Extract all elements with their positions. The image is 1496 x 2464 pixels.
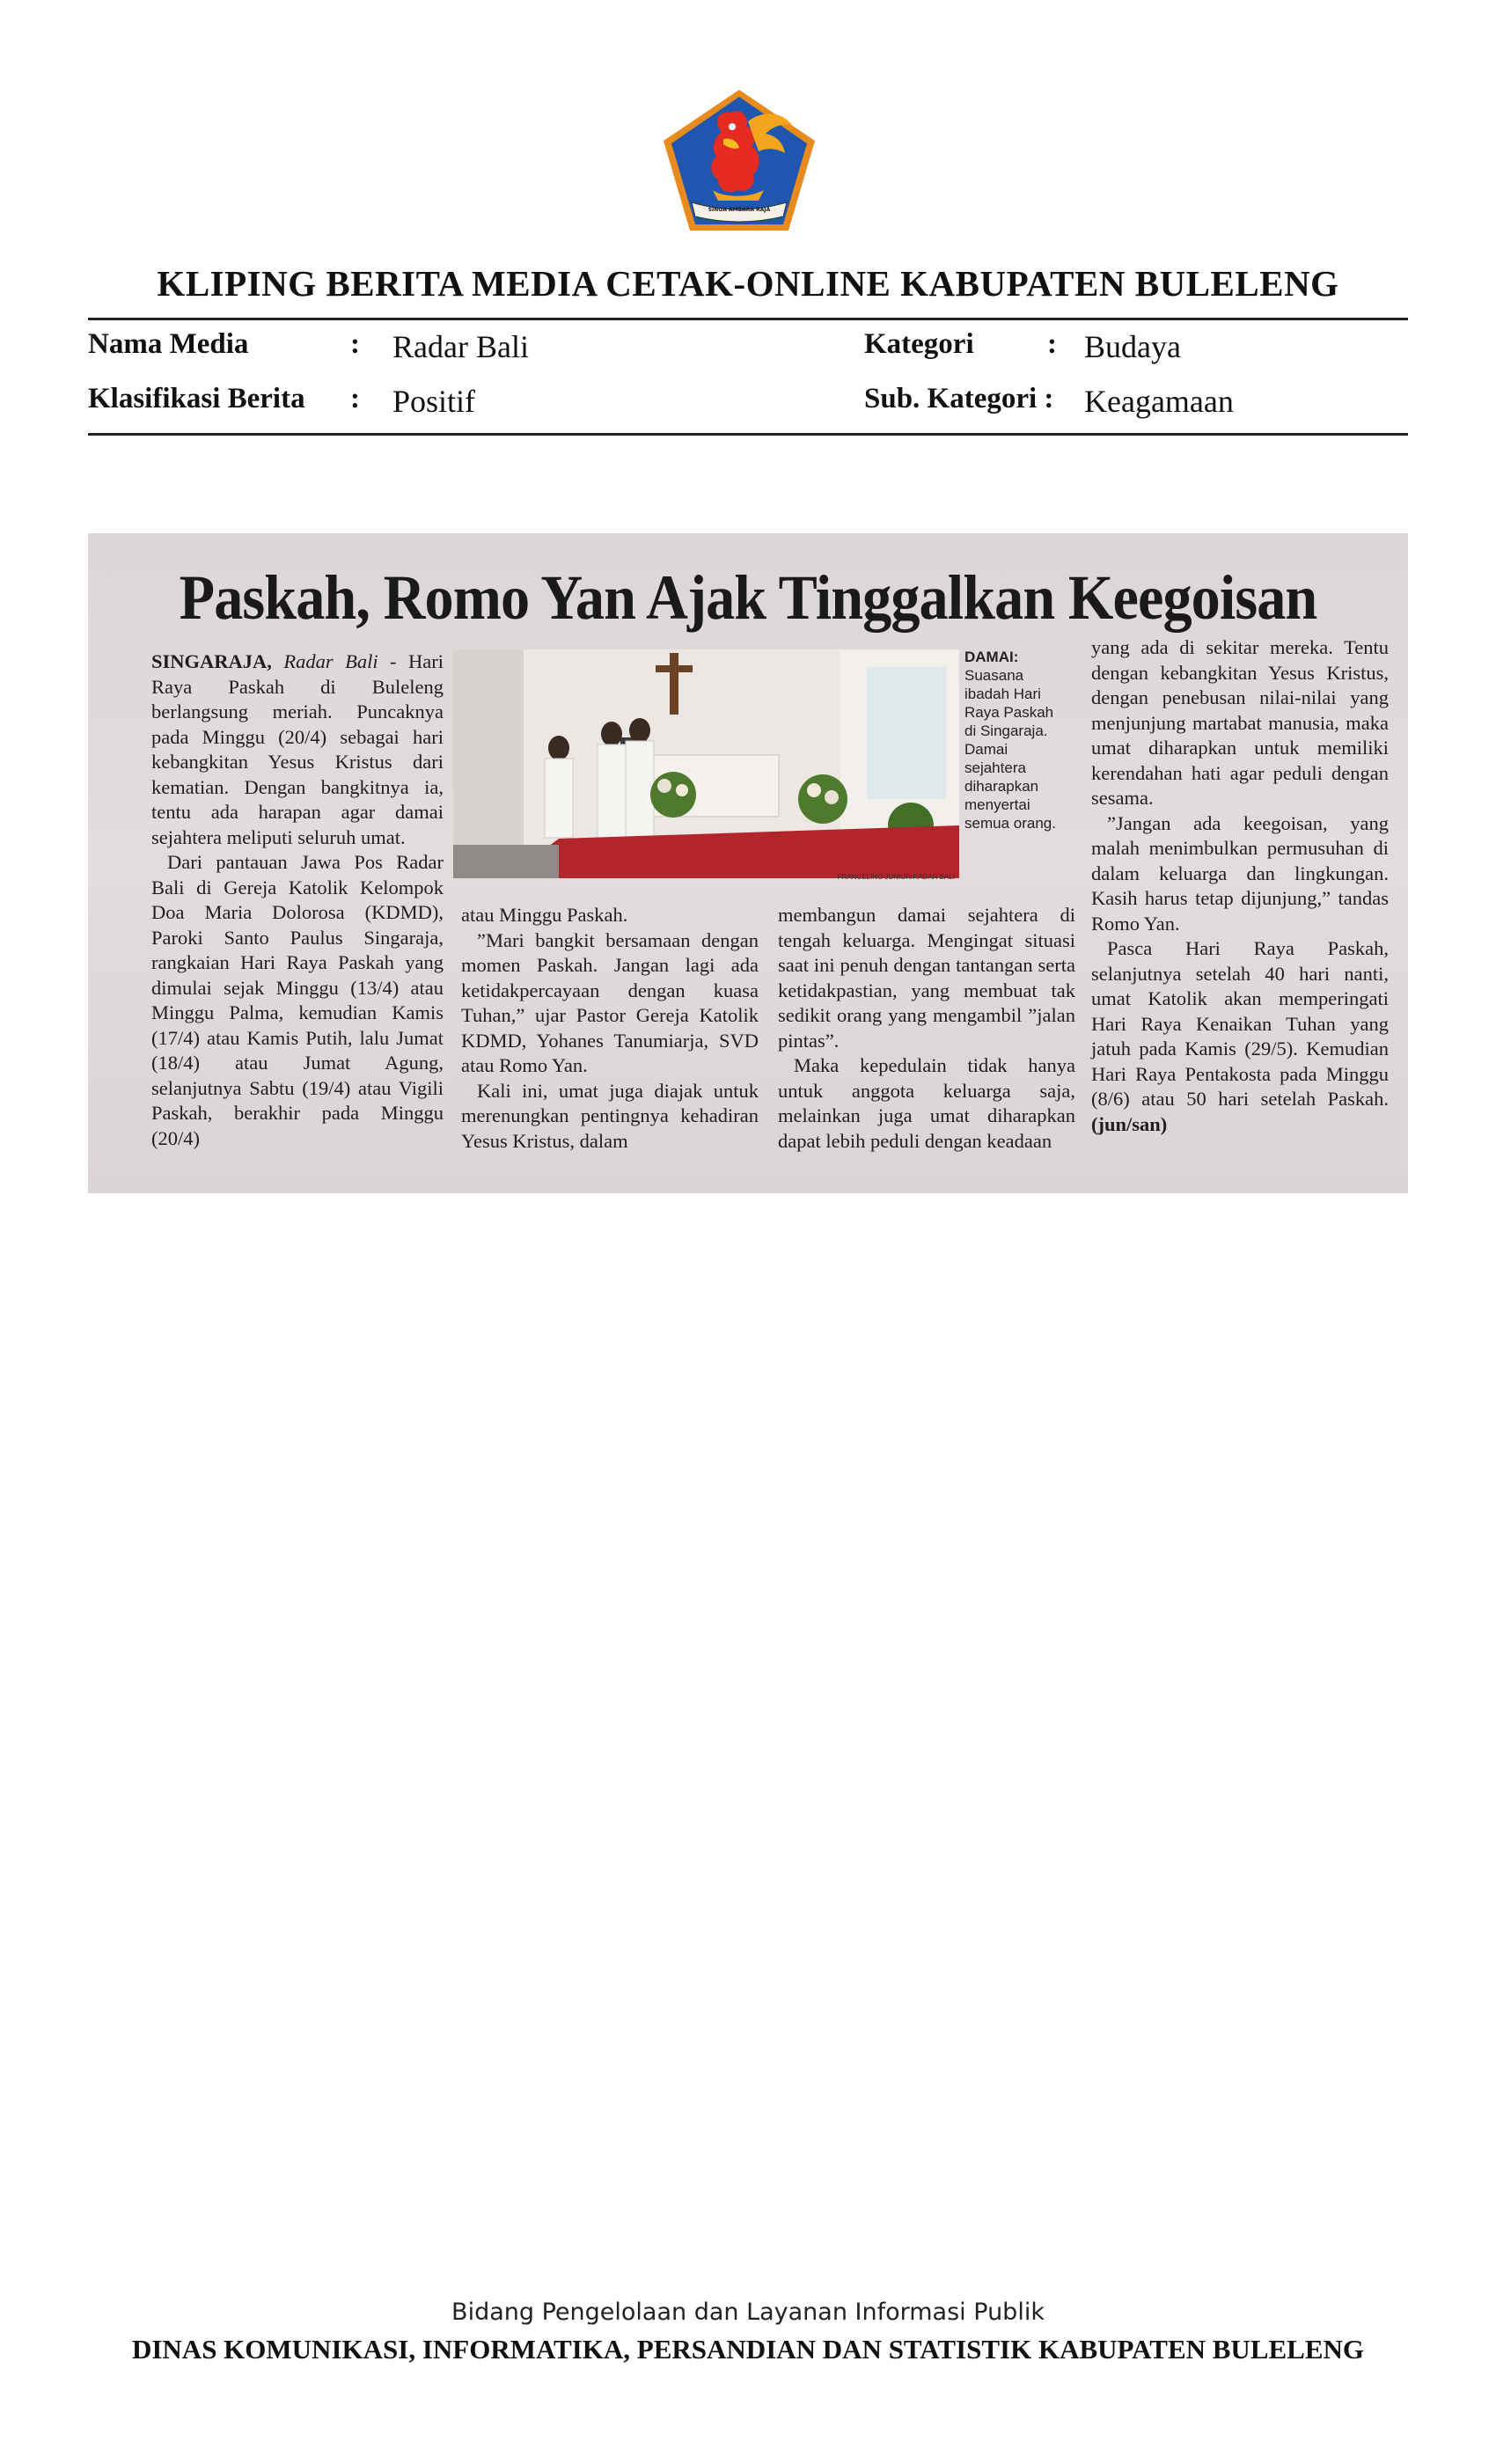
media-value: Radar Bali [392,329,529,364]
footer-agency: DINAS KOMUNIKASI, INFORMATIKA, PERSANDIAN DAN STATISTIK KABUPATEN BULELENG [131,2334,1365,2365]
media-label: Nama Media [88,328,249,360]
category-colon: : [1047,328,1057,360]
column-4-paragraph-3-text: Pasca Hari Raya Paskah, selanjutnya setelah 40 hari nanti, umat Katolik akan memperingati Hari Raya Kenaikan Tuhan yang jatuh pada Kamis (29/5). Kemudian Hari Raya Pentakosta pada Minggu (8/6) atau 50 hari setelah Paskah. [1091,937,1389,1110]
column-1-paragraph-1 [151,649,444,850]
article-column-3 [778,903,1075,1154]
subcategory-value: Keagamaan [1084,384,1234,419]
caption-lead: DAMAI: [964,649,1019,665]
category-label: Kategori [864,328,974,360]
photo-credit: FRANCELINO JUNIOR/RADAR BALI [837,873,955,881]
caption-text: Suasana ibadah Hari Raya Paskah di Singaraja. Damai sejahtera diharapkan menyertai semua orang. [964,667,1056,832]
column-1-paragraph-2: Dari pantauan Jawa Pos Radar Bali di Gereja Katolik Kelompok Doa Maria Dolorosa (KDMD), Paroki Santo Paulus Singaraja, rangkaian Hari Raya Paskah yang dimulai sejak Minggu (13/4) atau Minggu Palma, kemudian Kamis (17/4) atau Kamis Putih, lalu Jumat (18/4) atau Jumat Agung, selanjutnya Sabtu (19/4) atau Vigili Paskah, berakhir pada Minggu (20/4) [151,851,444,1149]
article-headline: Paskah, Romo Yan Ajak Tinggalkan Keegoisan [179,562,1317,633]
photo-caption [964,648,1061,832]
classification-label: Klasifikasi Berita [88,383,305,414]
category-value: Budaya [1084,329,1181,364]
article-column-2 [461,903,759,1154]
newspaper-clipping [88,533,1408,1193]
column-3-paragraph-2: Maka kepedulain tidak hanya untuk anggota keluarga saja, melainkan juga umat diharapkan dapat lebih peduli dengan keadaan [778,1054,1075,1152]
column-3-paragraph-1: membangun damai sejahtera di tengah keluarga. Mengingat situasi saat ini penuh dengan tantangan serta ketidakpastian, yang membuat tak sedikit orang yang mengambil ”jalan pintas”. [778,904,1075,1052]
logo-banner-text: SINGA AMBARA RAJA [708,207,771,213]
dateline: SINGARAJA, [151,650,272,672]
column-1-paragraph-1-text: - Hari Raya Paskah di Buleleng berlangsung meriah. Puncaknya pada Minggu (20/4) sebagai hari kebangkitan Yesus Kristus dari kematian. Dengan bangkitnya ia, tentu ada harapan agar damai sejahtera meliputi seluruh umat. [151,650,444,848]
column-4-paragraph-2: ”Jangan ada keegoisan, yang malah menimbulkan permusuhan di dalam keluarga dan lingkungan. Kasih harus tetap dijunjung,” tandas Romo Yan. [1091,811,1389,935]
header-top-rule [88,318,1408,320]
column-2-paragraph-1: atau Minggu Paskah. [461,904,628,926]
article-column-4 [1091,635,1389,1137]
classification-value: Positif [392,384,476,419]
column-2-paragraph-2: ”Mari bangkit bersamaan dengan momen Paskah. Jangan lagi ada ketidakpercayaan dengan kuasa Tuhan,” ujar Pastor Gereja Katolik KDMD, Yohanes Tanumiarja, SVD atau Romo Yan. [461,928,759,1076]
header-bottom-rule [88,433,1408,436]
article-column-1 [151,649,444,1151]
media-colon: : [350,328,360,360]
column-2-paragraph-3: Kali ini, umat juga diajak untuk merenungkan pentingnya kehadiran Yesus Kristus, dalam [461,1079,759,1152]
source-name: Radar Bali [283,650,378,672]
subcategory-label: Sub. Kategori : [864,383,1054,414]
column-4-paragraph-3 [1091,936,1389,1137]
article-photo [453,649,959,878]
classification-colon: : [350,383,360,414]
author-initials: (jun/san) [1091,1112,1168,1135]
page-title: KLIPING BERITA MEDIA CETAK-ONLINE KABUPATEN BULELENG [157,263,1339,304]
regency-logo [660,86,818,234]
column-4-paragraph-1: yang ada di sekitar mereka. Tentu dengan kebangkitan Yesus Kristus, dengan penebusan nilai-nilai yang menjunjung martabat manusia, maka umat diharapkan untuk memiliki kerendahan hati agar peduli dengan sesama. [1091,636,1389,809]
footer-department: Bidang Pengelolaan dan Layanan Informasi Publik [451,2299,1045,2326]
